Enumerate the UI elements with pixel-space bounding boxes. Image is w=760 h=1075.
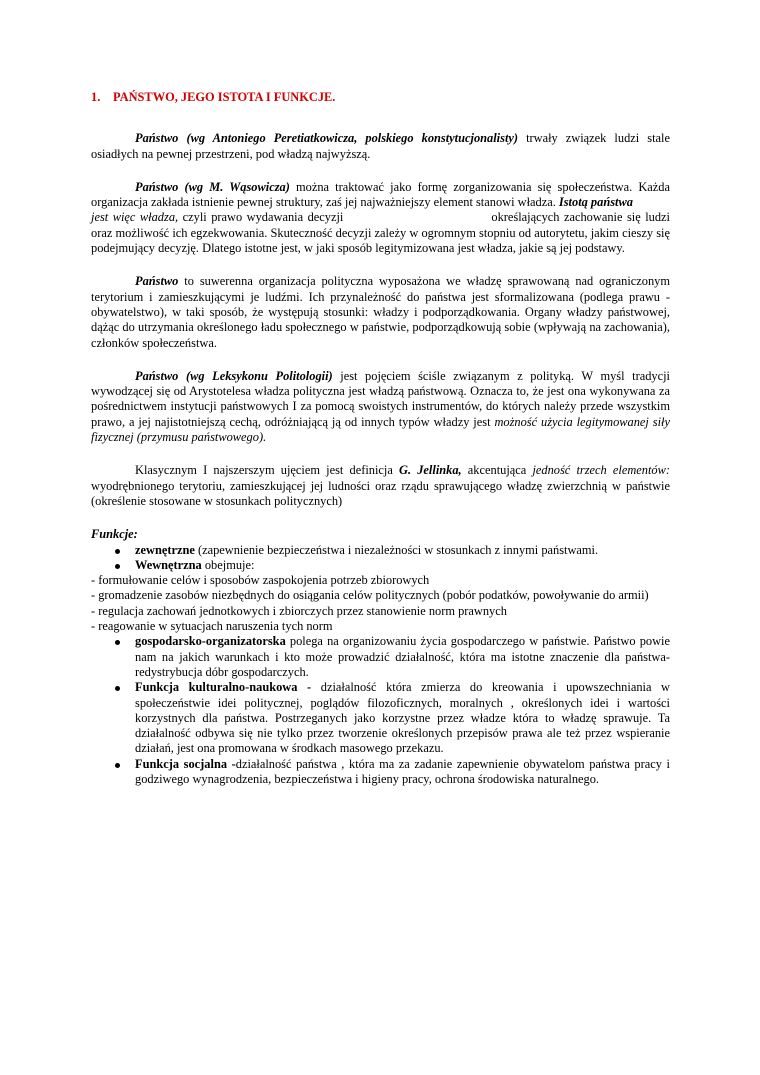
function-description: działalność państwa , która ma za zadanie zapewnienie obywatelom państwa pracy i godziwego wynagrodzenia, bezpieczeństwa i higieny pracy, ochrona środowiska naturalnego. (135, 756, 670, 786)
sublist-item: - regulacja zachowań jednotkowych i zbiorczych przez stanowienie norm prawnych (91, 603, 507, 618)
term-panstwo: Państwo (135, 131, 179, 146)
paragraph-peretiatkowicz (91, 131, 670, 162)
function-name: Funkcja kulturalno-naukowa - (135, 680, 312, 695)
definition-text: jest pojęciem ściśle związanym z polityką. W myśl tradycji wywodzącej się od Arystotelesa władza polityczna jest władzą państwową. Oznacza to, że jest ona wykonywana za pośrednictwem instytucji państwowych I za pomocą swoistych instrumentów, do których należy przede wszystkim prawo, a jej najistotniejszą cechą, odróżniającą ją od innych typów władzy jest (91, 368, 670, 429)
function-name: gospodarsko-organizatorska (135, 634, 286, 649)
term-panstwo: Państwo (135, 179, 179, 194)
definition-text: można traktować jako formę zorganizowania się społeczeństwa. Każda organizacja zakłada istnienie pewnej struktury, zaś jej najważniejszy element stanowi władza. (91, 179, 670, 210)
paragraph-wasowicz (91, 180, 670, 256)
emphasis-wladza: jest więc władza, (91, 210, 179, 225)
bullet-icon (115, 549, 120, 554)
function-item-wewnetrzna (91, 558, 670, 573)
source-wasowicz: (wg M. Wąsowicza) (178, 179, 290, 194)
term-panstwo: Państwo (135, 274, 179, 289)
function-description: polega na organizowaniu życia gospodarczego w państwie. Państwo powie nam na jakich warunkach i kto może prowadzić działalność, która ma istotne znaczenie dla państwa- redystrybucja dóbr gospodarczych. (135, 634, 670, 679)
function-item-zewnetrzne (91, 543, 670, 558)
source-peretiatkowicz: (wg Antoniego Peretiatkowicza, polskiego konstytucjonalisty) (186, 131, 519, 146)
functions-title: Funkcje: (91, 527, 138, 542)
definition-text: czyli prawo wydawania decyzji (178, 210, 344, 225)
emphasis-istota: Istotą państwa (558, 195, 633, 210)
function-item-kulturalna (91, 680, 670, 756)
function-item-socjalna (91, 757, 670, 788)
functions-list-continued (91, 634, 670, 787)
bullet-icon (115, 763, 120, 768)
heading-number: 1. (91, 90, 101, 104)
bullet-icon (115, 564, 120, 569)
sublist-item: - reagowanie w sytuacjach naruszenia tych norm (91, 619, 333, 634)
sublist-item: - formułowanie celów i sposobów zaspokojenia potrzeb zbiorowych (91, 573, 430, 588)
bullet-icon (115, 640, 120, 645)
function-description: obejmuje: (201, 557, 255, 572)
definition-text: akcentująca (461, 463, 533, 478)
heading-text: PAŃSTWO, JEGO ISTOTA I FUNKCJE. (113, 90, 336, 104)
emphasis-przymus: możność użycia legitymowanej siły fizycznej (przymusu państwowego). (91, 414, 670, 445)
paragraph-jellinek (91, 463, 670, 509)
functions-list (91, 543, 670, 574)
source-jellinek: G. Jellinka, (399, 463, 462, 478)
function-name: Funkcja socjalna - (135, 756, 236, 771)
function-description: (zapewnienie bezpieczeństwa i niezależności w stosunkach z innymi państwami. (194, 542, 599, 557)
bullet-icon (115, 686, 120, 691)
internal-functions-sublist (91, 573, 670, 634)
function-name: zewnętrzne (135, 542, 195, 557)
definition-text: Klasycznym I najszerszym ujęciem jest definicja (135, 463, 400, 478)
paragraph-leksykon (91, 369, 670, 445)
section-heading (91, 90, 670, 105)
definition-text: określających zachowanie się ludzi oraz możliwość ich egzekwowania. Skuteczność decyzji zależy w ogromnym stopniu od autorytetu, jakim cieszy się podejmujący decyzję. Dlatego istotne jest, w jaki sposób legitymizowana jest władza, jakie są jej podstawy. (91, 210, 670, 256)
document-content (91, 90, 670, 787)
definition-text: trwały związek ludzi stale osiadłych na pewnej przestrzeni, pod władzą najwyższą. (91, 131, 670, 161)
emphasis-trzy-elementy: jedność trzech elementów: (532, 463, 670, 478)
function-item-gospodarcza (91, 634, 670, 680)
source-leksykon: Państwo (wg Leksykonu Politologii) (135, 368, 333, 383)
definition-text: to suwerenna organizacja polityczna wyposażona we władzę sprawowaną nad ograniczonym terytorium i zamieszkującymi je ludźmi. Ich przynależność do państwa jest sformalizowana (podlega prawu - obywatelstwo), w taki sposób, że występują stosunki: władzy i podporządkowania. Organy władzy państwowej, dążąc do utrzymania określonego ładu społecznego w państwie, podporządkowują sobie (wpływają na zachowania), członków społeczeństwa. (91, 274, 670, 350)
function-name: Wewnętrzna (135, 557, 202, 572)
paragraph-organizacja (91, 274, 670, 350)
function-description: działalność która zmierza do kreowania i upowszechniania w społeczeństwie idei politycznej, poglądów filozoficznych, moralnych , określonych idei i wartości korzystnych dla państwa. Postrzeganych jako korzystne przez władze która to władzę sprawuje. Ta działalność odbywa się nie tylko przez tworzenie określonych przepisów prawa ale też przez wspieranie działań, jest ona promowana w środkach masowego przekazu. (135, 680, 670, 756)
sublist-item: - gromadzenie zasobów niezbędnych do osiągania celów politycznych (pobór podatków, powoływanie do armii) (91, 588, 649, 603)
definition-text: wyodrębnionego terytoriu, zamieszkującej jej ludności oraz rządu sprawującego władzę zwierzchnią w państwie (określenie stosowane w stosunkach politycznych) (91, 478, 670, 508)
